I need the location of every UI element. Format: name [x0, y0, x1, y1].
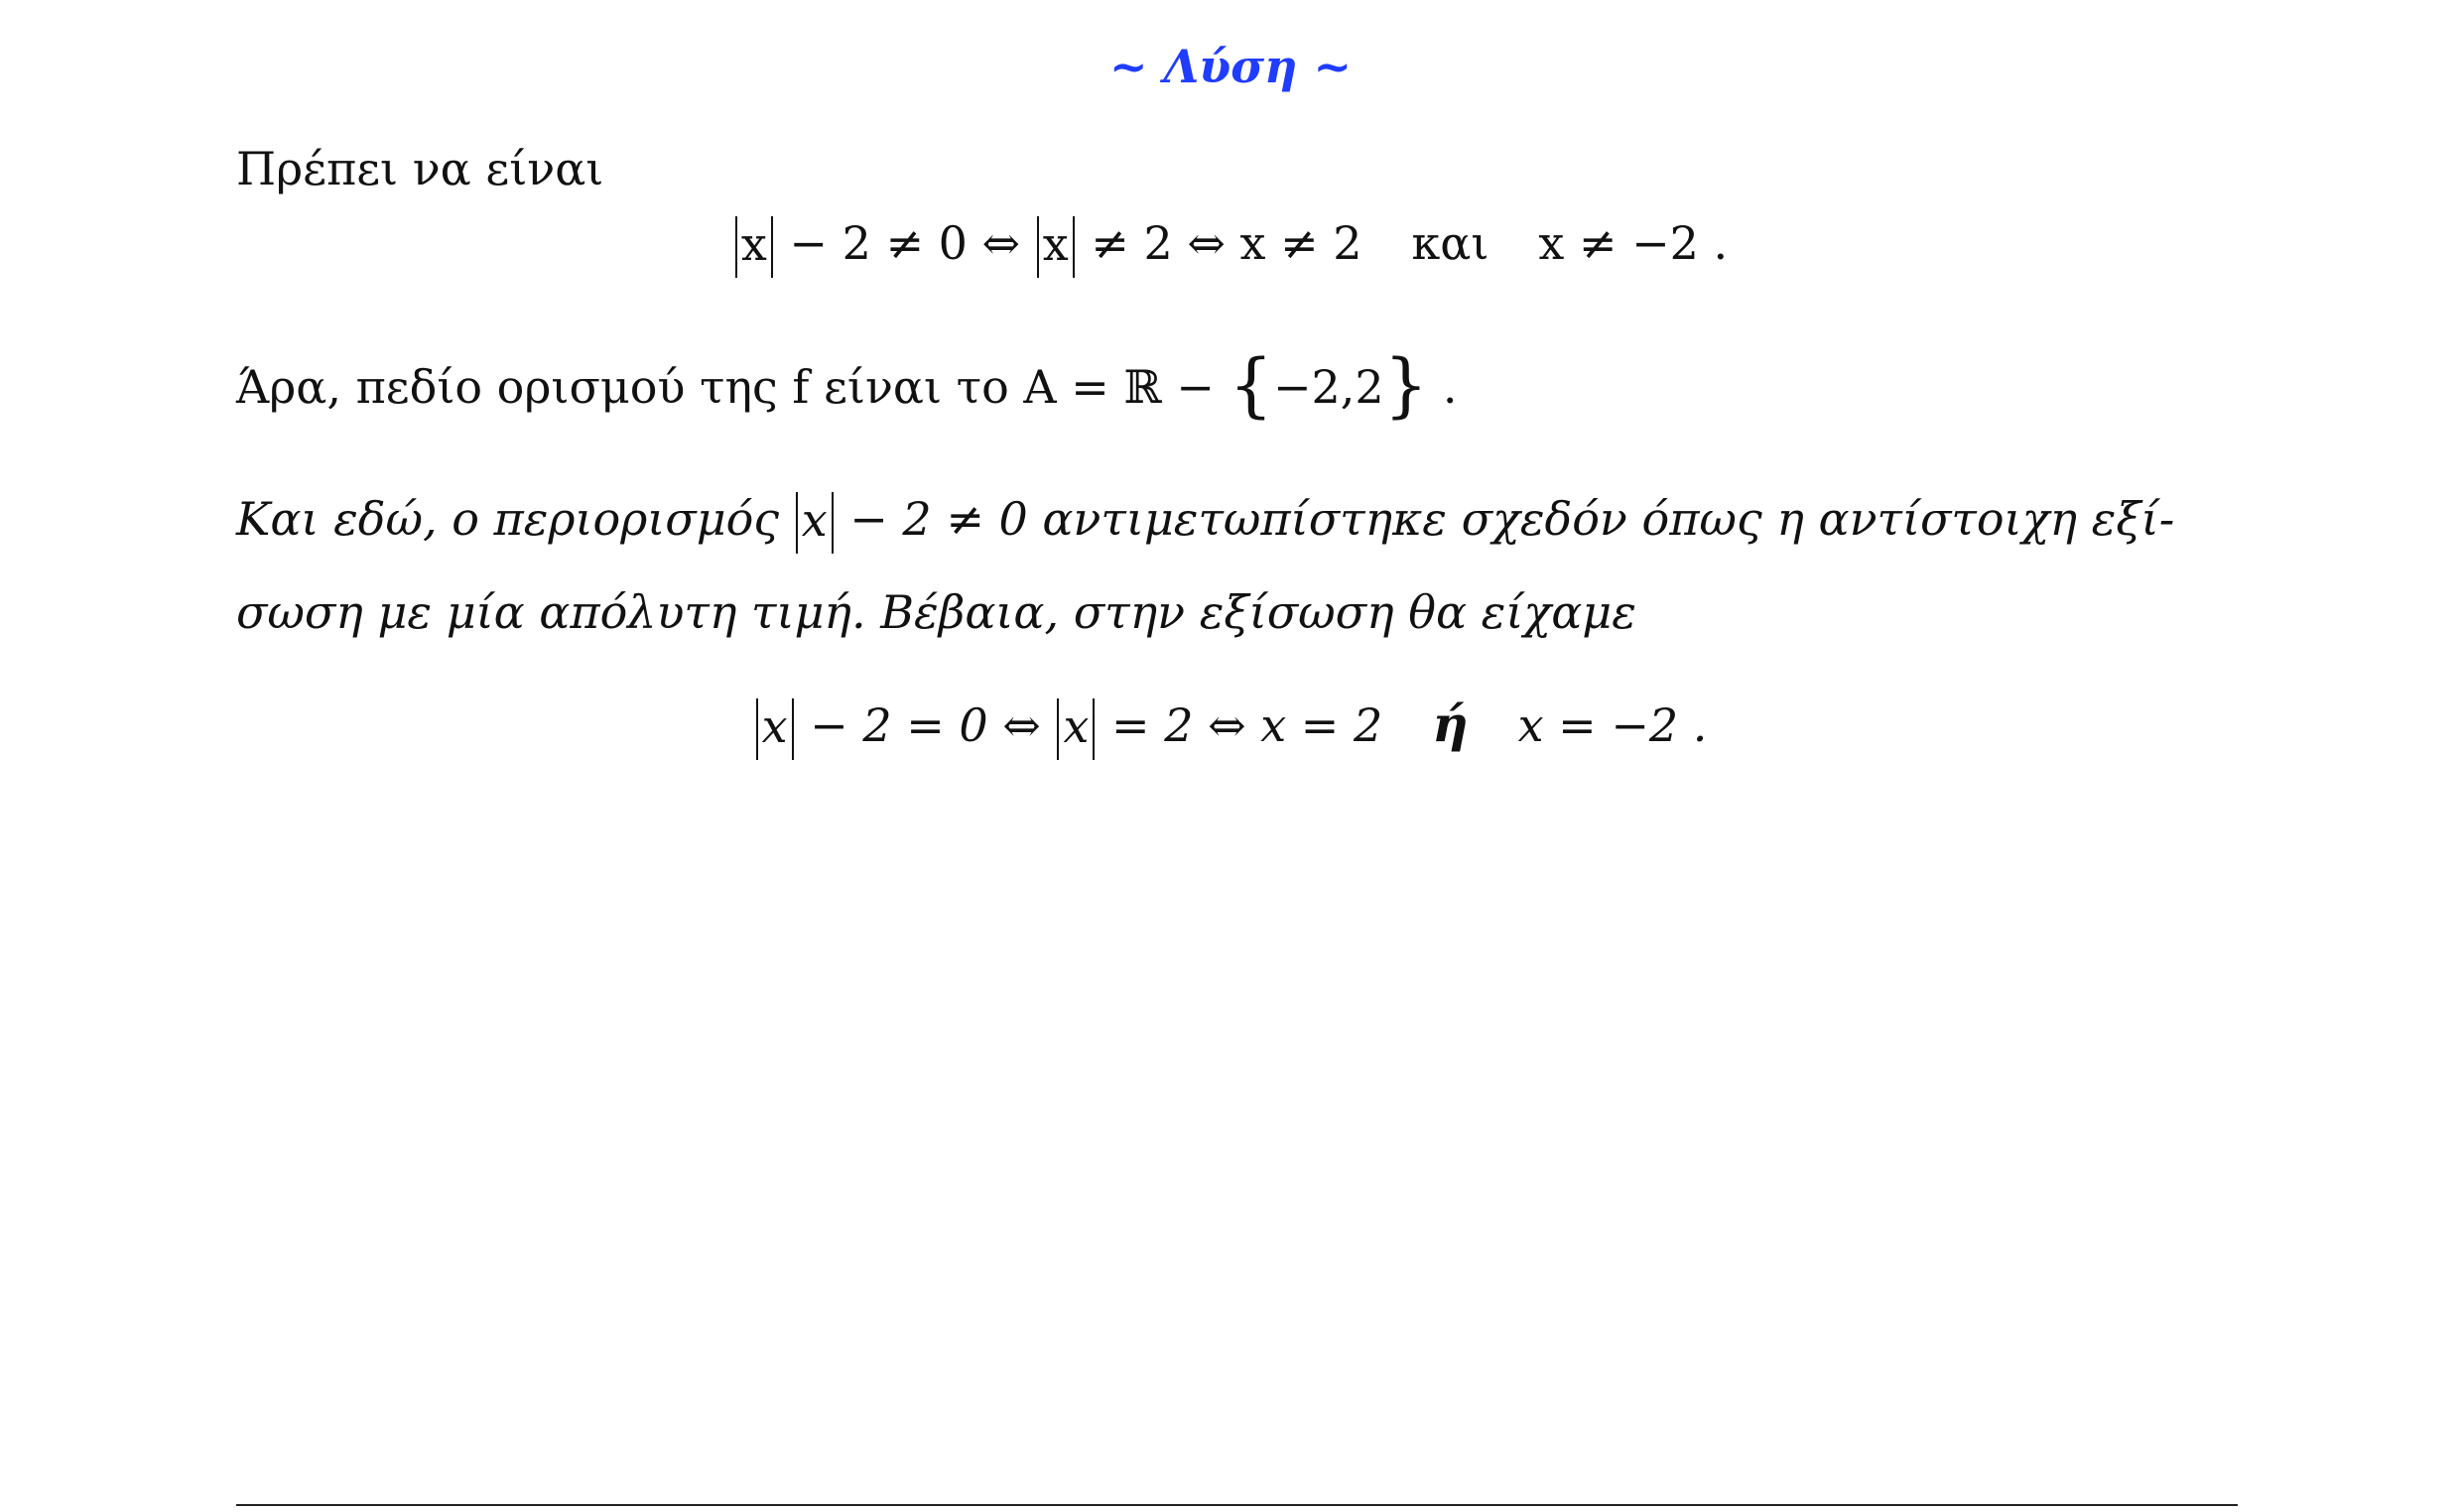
remark-line-2: σωση με μία απόλυτη τιμή. Βέβαια, στην εξίσωση θα είχαμε — [236, 585, 1636, 639]
absolute-value-x — [1057, 698, 1095, 760]
abs-variable: x — [761, 699, 788, 753]
absolute-value-x — [735, 216, 773, 278]
set-brace-close: } — [1383, 344, 1429, 426]
footer-rule — [236, 1504, 2238, 1506]
remark-text: − 2 ≠ 0 αντιμετωπίστηκε σχεδόν όπως η αντίστοιχη εξί- — [835, 492, 2175, 546]
abs-variable: x — [1042, 217, 1069, 271]
equation-part: − 2 = 0 ⇔ — [795, 698, 1056, 752]
domain-text: Άρα, πεδίο ορισμού της f είναι το A = ℝ − — [236, 360, 1230, 414]
equation-part: = 2 ⇔ x = 2 — [1097, 698, 1383, 752]
domain-statement — [236, 344, 1458, 426]
domain-end: . — [1428, 360, 1458, 414]
intro-text: Πρέπει να είναι — [236, 142, 604, 195]
abs-variable: x — [1063, 699, 1090, 753]
set-brace-open: { — [1229, 344, 1273, 426]
equation-constraint — [0, 213, 2461, 278]
set-content: −2,2 — [1272, 360, 1384, 414]
remark-text: Και εδώ, ο περιορισμός — [236, 492, 794, 546]
absolute-value-x — [756, 698, 794, 760]
equation-part: ≠ 2 ⇔ x ≠ 2 — [1076, 216, 1362, 270]
equation-part: x ≠ −2 . — [1538, 216, 1729, 270]
abs-variable: x — [801, 493, 828, 547]
abs-variable: x — [740, 217, 767, 271]
absolute-value-x — [1037, 216, 1075, 278]
conjunction-and: και — [1411, 216, 1490, 270]
remark-line-1 — [236, 472, 2221, 566]
absolute-value-x — [796, 492, 834, 554]
conjunction-or: ή — [1432, 694, 1469, 753]
equation-part: − 2 ≠ 0 ⇔ — [774, 216, 1035, 270]
page-title: ~ Λύση ~ — [1108, 40, 1353, 93]
equation-part: x = −2 . — [1517, 698, 1708, 752]
equation-solution — [0, 694, 2461, 760]
